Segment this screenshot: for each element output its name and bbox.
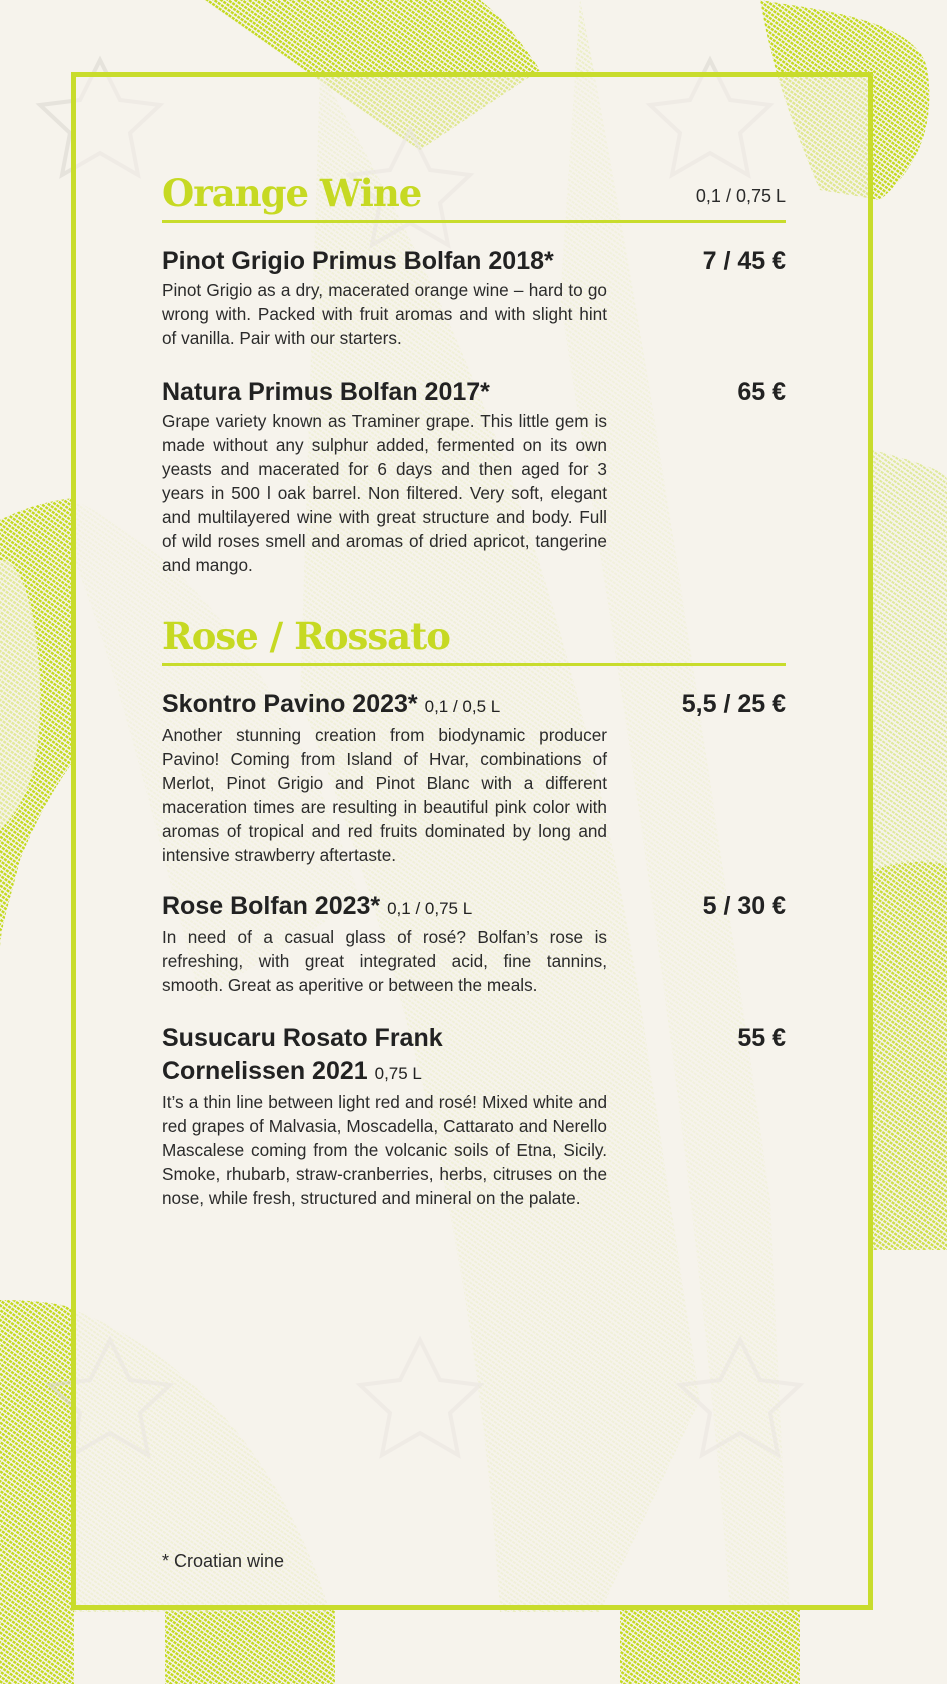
footnote: * Croatian wine [162, 1551, 285, 1571]
menu-item [162, 688, 786, 867]
item-name: Natura Primus Bolfan 2017* [162, 378, 490, 406]
item-name: Skontro Pavino 2023* 0,1 / 0,5 L [162, 690, 501, 718]
menu-item [162, 245, 786, 350]
item-volume: 0,1 / 0,75 L [387, 899, 473, 918]
item-description: Pinot Grigio as a dry, macerated orange wine – hard to go wrong with. Packed with fruit aromas and with slight hint of vanilla. Pair with our starters. [162, 280, 607, 348]
item-description: Another stunning creation from biodynamic producer Pavino! Coming from Island of Hvar, combinations of Merlot, Pinot Grigio and Pinot Blanc with a different maceration times are resulting in beautiful pink color with aromas of tropical and red fruits dominated by long and intensive strawberry aftertaste. [162, 725, 607, 865]
section-header-orange-wine [162, 158, 786, 223]
item-description: Grape variety known as Traminer grape. This little gem is made without any sulphur added, fermented on its own yeasts and macerated for 6 days and then aged for 3 years in 500 l oak barrel. Non filtered. Very soft, elegant and multilayered wine with great structure and body. Full of wild roses smell and aromas of dried apricot, tangerine and mango. [162, 411, 607, 575]
menu-item [162, 376, 786, 577]
item-name: Rose Bolfan 2023* 0,1 / 0,75 L [162, 892, 473, 920]
item-price: 5,5 / 25 € [681, 690, 786, 718]
item-volume: 0,1 / 0,5 L [424, 697, 501, 716]
item-price: 5 / 30 € [702, 892, 786, 920]
section-header-rose [162, 601, 786, 666]
item-description: In need of a casual glass of rosé? Bolfan’s rose is refreshing, with great integrated acid, fine tannins, smooth. Great as aperitive or between the meals. [162, 927, 607, 995]
section-volume: 0,1 / 0,75 L [695, 186, 786, 206]
item-volume: 0,75 L [374, 1064, 422, 1083]
item-name: Pinot Grigio Primus Bolfan 2018* [162, 247, 554, 275]
item-name: Susucaru Rosato Frank Cornelissen 2021 0,75 L [162, 1024, 443, 1085]
item-price: 7 / 45 € [702, 247, 786, 275]
section-title: Rose / Rossato [162, 614, 450, 658]
section-title: Orange Wine [162, 171, 422, 215]
menu-item [162, 890, 786, 997]
item-description: It’s a thin line between light red and rosé! Mixed white and red grapes of Malvasia, Moscadella, Cattarato and Nerello Mascalese coming from the volcanic soils of Etna, Sicily. Smoke, rhubarb, straw-cranberries, herbs, citruses on the nose, while fresh, structured and mineral on the palate. [162, 1092, 607, 1208]
item-price: 65 € [737, 378, 786, 406]
menu-item [162, 1022, 786, 1210]
item-price: 55 € [737, 1024, 786, 1052]
